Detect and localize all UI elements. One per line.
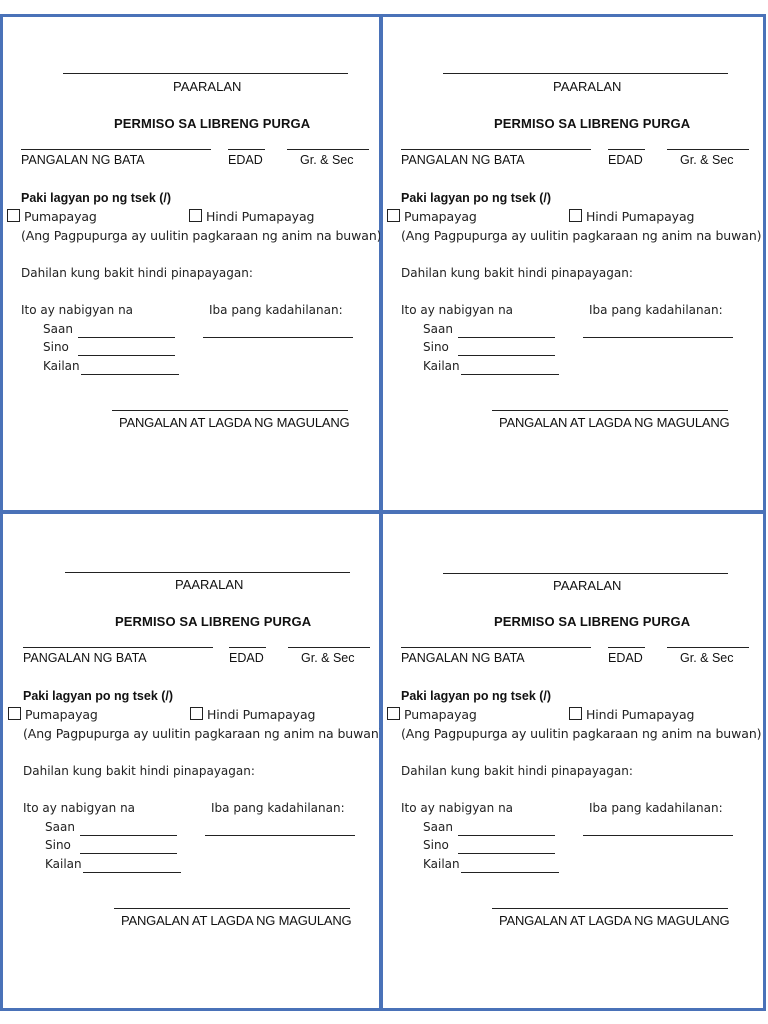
check-mark-sample: (/) bbox=[539, 689, 552, 703]
permission-slip-2 bbox=[380, 14, 766, 513]
form-title: PERMISO SA LIBRENG PURGA bbox=[115, 614, 312, 629]
grade-section-line[interactable] bbox=[667, 149, 749, 150]
when-label: Kailan bbox=[45, 857, 82, 871]
child-name-line[interactable] bbox=[401, 647, 591, 648]
where-line[interactable] bbox=[80, 835, 177, 836]
signature-line[interactable] bbox=[112, 410, 348, 411]
age-label: EDAD bbox=[228, 153, 263, 167]
school-line[interactable] bbox=[443, 573, 728, 574]
repeat-note: (Ang Pagpupurga ay uulitin pagkaraan ng anim na buwan) bbox=[401, 726, 762, 741]
when-line[interactable] bbox=[83, 872, 181, 873]
who-label: Sino bbox=[43, 340, 69, 354]
child-name-label: PANGALAN NG BATA bbox=[401, 153, 525, 167]
disagree-checkbox[interactable] bbox=[190, 707, 203, 720]
agree-checkbox[interactable] bbox=[7, 209, 20, 222]
age-line[interactable] bbox=[608, 149, 645, 150]
instruction bbox=[21, 191, 171, 205]
child-name-label: PANGALAN NG BATA bbox=[23, 651, 147, 665]
permission-slip-1 bbox=[0, 14, 382, 513]
agree-checkbox[interactable] bbox=[387, 707, 400, 720]
disagree-checkbox[interactable] bbox=[569, 209, 582, 222]
instruction bbox=[23, 689, 173, 703]
when-label: Kailan bbox=[423, 359, 460, 373]
child-name-label: PANGALAN NG BATA bbox=[21, 153, 145, 167]
signature-line[interactable] bbox=[492, 410, 728, 411]
age-line[interactable] bbox=[608, 647, 645, 648]
school-label: PAARALAN bbox=[173, 79, 242, 94]
instruction bbox=[401, 689, 551, 703]
reason-label: Dahilan kung bakit hindi pinapayagan: bbox=[401, 266, 633, 280]
given-label: Ito ay nabigyan na bbox=[401, 801, 514, 815]
grade-section-label: Gr. & Sec bbox=[680, 153, 734, 167]
when-line[interactable] bbox=[461, 374, 559, 375]
check-mark-sample: (/) bbox=[161, 689, 174, 703]
signature-label: PANGALAN AT LAGDA NG MAGULANG bbox=[121, 913, 352, 928]
where-line[interactable] bbox=[458, 835, 555, 836]
where-label: Saan bbox=[45, 820, 75, 834]
who-label: Sino bbox=[45, 838, 71, 852]
signature-line[interactable] bbox=[114, 908, 350, 909]
who-label: Sino bbox=[423, 838, 449, 852]
signature-label: PANGALAN AT LAGDA NG MAGULANG bbox=[499, 913, 730, 928]
signature-label: PANGALAN AT LAGDA NG MAGULANG bbox=[499, 415, 730, 430]
child-name-line[interactable] bbox=[23, 647, 213, 648]
who-label: Sino bbox=[423, 340, 449, 354]
form-title: PERMISO SA LIBRENG PURGA bbox=[494, 614, 691, 629]
instruction bbox=[401, 191, 551, 205]
disagree-checkbox[interactable] bbox=[189, 209, 202, 222]
other-reasons-label: Iba pang kadahilanan: bbox=[589, 303, 723, 317]
other-reasons-line[interactable] bbox=[203, 337, 353, 338]
disagree-label: Hindi Pumapayag bbox=[586, 209, 695, 224]
reason-label: Dahilan kung bakit hindi pinapayagan: bbox=[401, 764, 633, 778]
grade-section-label: Gr. & Sec bbox=[300, 153, 354, 167]
instruction-text: Paki lagyan po ng tsek bbox=[21, 191, 160, 205]
check-mark-sample: (/) bbox=[159, 191, 172, 205]
given-label: Ito ay nabigyan na bbox=[401, 303, 514, 317]
school-line[interactable] bbox=[63, 73, 348, 74]
other-reasons-label: Iba pang kadahilanan: bbox=[211, 801, 345, 815]
reason-label: Dahilan kung bakit hindi pinapayagan: bbox=[23, 764, 255, 778]
agree-label: Pumapayag bbox=[25, 707, 98, 722]
age-label: EDAD bbox=[608, 153, 643, 167]
where-label: Saan bbox=[423, 322, 453, 336]
school-line[interactable] bbox=[443, 73, 728, 74]
where-line[interactable] bbox=[458, 337, 555, 338]
given-label: Ito ay nabigyan na bbox=[23, 801, 136, 815]
repeat-note: (Ang Pagpupurga ay uulitin pagkaraan ng anim na buwan) bbox=[21, 228, 382, 243]
check-mark-sample: (/) bbox=[539, 191, 552, 205]
reason-label: Dahilan kung bakit hindi pinapayagan: bbox=[21, 266, 253, 280]
instruction-text: Paki lagyan po ng tsek bbox=[401, 689, 540, 703]
disagree-label: Hindi Pumapayag bbox=[206, 209, 315, 224]
school-label: PAARALAN bbox=[553, 79, 622, 94]
form-title: PERMISO SA LIBRENG PURGA bbox=[114, 116, 311, 131]
child-name-label: PANGALAN NG BATA bbox=[401, 651, 525, 665]
grade-section-label: Gr. & Sec bbox=[301, 651, 355, 665]
grade-section-line[interactable] bbox=[667, 647, 749, 648]
grade-section-line[interactable] bbox=[288, 647, 370, 648]
grade-section-line[interactable] bbox=[287, 149, 369, 150]
given-label: Ito ay nabigyan na bbox=[21, 303, 134, 317]
other-reasons-label: Iba pang kadahilanan: bbox=[209, 303, 343, 317]
repeat-note: (Ang Pagpupurga ay uulitin pagkaraan ng anim na buwan) bbox=[23, 726, 384, 741]
when-label: Kailan bbox=[43, 359, 80, 373]
school-label: PAARALAN bbox=[553, 578, 622, 593]
instruction-text: Paki lagyan po ng tsek bbox=[23, 689, 162, 703]
form-title: PERMISO SA LIBRENG PURGA bbox=[494, 116, 691, 131]
who-line[interactable] bbox=[80, 853, 177, 854]
agree-label: Pumapayag bbox=[24, 209, 97, 224]
agree-label: Pumapayag bbox=[404, 209, 477, 224]
disagree-label: Hindi Pumapayag bbox=[207, 707, 316, 722]
disagree-checkbox[interactable] bbox=[569, 707, 582, 720]
where-label: Saan bbox=[423, 820, 453, 834]
age-label: EDAD bbox=[608, 651, 643, 665]
age-label: EDAD bbox=[229, 651, 264, 665]
age-line[interactable] bbox=[229, 647, 266, 648]
agree-checkbox[interactable] bbox=[387, 209, 400, 222]
agree-checkbox[interactable] bbox=[8, 707, 21, 720]
child-name-line[interactable] bbox=[401, 149, 591, 150]
who-line[interactable] bbox=[78, 355, 175, 356]
signature-line[interactable] bbox=[492, 908, 728, 909]
grade-section-label: Gr. & Sec bbox=[680, 651, 734, 665]
where-line[interactable] bbox=[78, 337, 175, 338]
instruction-text: Paki lagyan po ng tsek bbox=[401, 191, 540, 205]
when-label: Kailan bbox=[423, 857, 460, 871]
when-line[interactable] bbox=[461, 872, 559, 873]
other-reasons-line[interactable] bbox=[583, 835, 733, 836]
permission-slip-3 bbox=[0, 511, 382, 1011]
age-line[interactable] bbox=[228, 149, 265, 150]
child-name-line[interactable] bbox=[21, 149, 211, 150]
who-line[interactable] bbox=[458, 853, 555, 854]
who-line[interactable] bbox=[458, 355, 555, 356]
other-reasons-label: Iba pang kadahilanan: bbox=[589, 801, 723, 815]
signature-label: PANGALAN AT LAGDA NG MAGULANG bbox=[119, 415, 350, 430]
where-label: Saan bbox=[43, 322, 73, 336]
permission-slip-4 bbox=[380, 511, 766, 1011]
school-line[interactable] bbox=[65, 572, 350, 573]
disagree-label: Hindi Pumapayag bbox=[586, 707, 695, 722]
repeat-note: (Ang Pagpupurga ay uulitin pagkaraan ng anim na buwan) bbox=[401, 228, 762, 243]
when-line[interactable] bbox=[81, 374, 179, 375]
other-reasons-line[interactable] bbox=[583, 337, 733, 338]
agree-label: Pumapayag bbox=[404, 707, 477, 722]
other-reasons-line[interactable] bbox=[205, 835, 355, 836]
school-label: PAARALAN bbox=[175, 577, 244, 592]
